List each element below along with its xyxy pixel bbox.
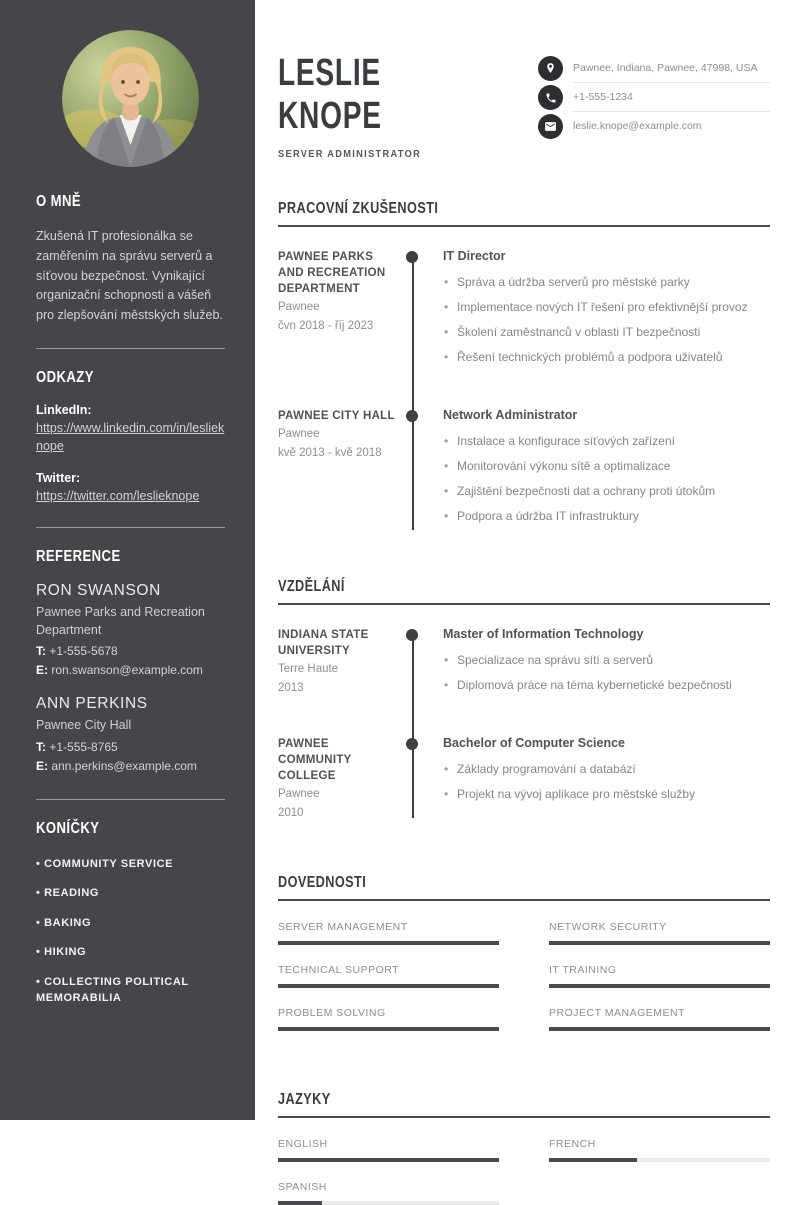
education-section (278, 578, 770, 822)
job-bullets (443, 434, 770, 523)
school-org-block (278, 627, 413, 703)
language-item (278, 1181, 499, 1205)
skill-bar (278, 984, 499, 988)
skills-section (278, 874, 770, 1031)
education-timeline (278, 627, 770, 822)
school-org-block (278, 736, 413, 822)
school-dates: 2013 (278, 681, 304, 694)
school-org: INDIANA STATE UNIVERSITY (278, 628, 369, 657)
job-bullet: • Řešení technických problémů a podpora uživatelů (443, 350, 770, 364)
hobby-item: • COLLECTING POLITICAL MEMORABILIA (36, 974, 225, 1007)
skill-bar (549, 941, 770, 945)
hobby-item: • BAKING (36, 915, 225, 932)
school-bullets (443, 653, 770, 692)
skill-label: TECHNICAL SUPPORT (278, 963, 400, 976)
skill-bar (278, 941, 499, 945)
school-bullets (443, 762, 770, 801)
school-detail-block (413, 627, 770, 703)
skill-bar-fill (278, 984, 499, 988)
profile-photo-image (62, 30, 199, 167)
job-bullet: • Implementace nových IT řešení pro efektivnější provoz (443, 300, 770, 314)
email-label: E: (36, 758, 48, 773)
timeline-dot (406, 738, 418, 750)
contact-location-text: Pawnee, Indiana, Pawnee, 47998, USA (573, 54, 770, 83)
contact-email-text: leslie.knope@example.com (573, 120, 702, 132)
job-dates: kvě 2013 - kvě 2018 (278, 446, 382, 459)
reference-name: ANN PERKINS (36, 695, 148, 713)
skill-bar (549, 1027, 770, 1031)
job-bullets (443, 275, 770, 364)
skill-item (549, 921, 770, 945)
contact-location-row (538, 54, 770, 83)
sidebar-divider (36, 348, 225, 349)
section-rule (278, 1116, 770, 1118)
reference-org: Pawnee Parks and Recreation Department (36, 605, 205, 638)
timeline-dot (406, 629, 418, 641)
person-name (278, 52, 398, 138)
language-bar-fill (278, 1158, 499, 1162)
reference-name: RON SWANSON (36, 582, 161, 600)
job-org-block (278, 408, 413, 534)
skill-label: IT TRAINING (549, 963, 617, 976)
skills-grid (278, 921, 770, 1031)
contact-phone-row (538, 83, 770, 112)
school-bullet: • Diplomová práce na téma kybernetické bezpečnosti (443, 678, 770, 692)
links-section (36, 369, 225, 505)
skill-item (278, 921, 499, 945)
school-entry (278, 627, 770, 703)
reference-email (36, 759, 225, 773)
twitter-link[interactable]: https://twitter.com/leslieknope (36, 489, 200, 503)
reference-phone (36, 740, 225, 754)
job-org-block (278, 249, 413, 375)
experience-section (278, 200, 770, 534)
experience-timeline (278, 249, 770, 534)
skill-bar-fill (549, 984, 770, 988)
section-rule (278, 225, 770, 227)
skill-bar (549, 984, 770, 988)
hobby-item: • READING (36, 885, 225, 902)
skill-label: PROBLEM SOLVING (278, 1006, 386, 1019)
contact-list (538, 54, 770, 140)
skill-bar-fill (549, 1027, 770, 1031)
contact-email-row (538, 112, 770, 140)
job-detail-block (413, 408, 770, 534)
school-org: PAWNEE COMMUNITY COLLEGE (278, 737, 352, 783)
linkedin-link[interactable]: https://www.linkedin.com/in/leslieknope (36, 420, 225, 453)
sidebar (0, 0, 255, 1120)
reference-item (36, 695, 225, 772)
job-role: IT Director (443, 248, 506, 263)
hobbies-section (36, 820, 225, 1007)
references-section (36, 548, 225, 772)
school-bullet: • Specializace na správu sítí a serverů (443, 653, 770, 667)
job-org: PAWNEE PARKS AND RECREATION DEPARTMENT (278, 250, 386, 296)
phone-value: +1-555-8765 (49, 739, 118, 754)
email-value: ron.swanson@example.com (51, 663, 203, 678)
timeline-dot (406, 410, 418, 422)
job-org: PAWNEE CITY HALL (278, 409, 395, 422)
language-label: ENGLISH (278, 1137, 328, 1150)
resume-main (255, 0, 794, 1193)
phone-label: T: (36, 644, 46, 659)
school-location: Terre Haute (278, 663, 339, 676)
about-section (36, 193, 225, 326)
timeline-dot (406, 251, 418, 263)
job-bullet: • Podpora a údržba IT infrastruktury (443, 509, 770, 523)
location-icon (538, 56, 563, 81)
languages-section (278, 1091, 770, 1205)
skill-label: SERVER MANAGEMENT (278, 920, 408, 933)
job-bullet: • Školení zaměstnanců v oblasti IT bezpečnosti (443, 325, 770, 339)
name-line2: KNOPE (278, 94, 382, 137)
job-bullet: • Monitorování výkonu sítě a optimalizace (443, 459, 770, 473)
school-bullet: • Základy programování a databází (443, 762, 770, 776)
name-block (278, 52, 441, 160)
job-detail-block (413, 249, 770, 375)
hobby-item: • HIKING (36, 944, 225, 961)
email-icon (538, 114, 563, 139)
skill-bar-fill (549, 941, 770, 945)
language-label: FRENCH (549, 1137, 596, 1150)
language-label: SPANISH (278, 1180, 327, 1193)
skill-label: NETWORK SECURITY (549, 920, 667, 933)
sidebar-divider (36, 799, 225, 800)
school-dates: 2010 (278, 806, 304, 819)
language-item (278, 1138, 499, 1162)
twitter-link-block (36, 471, 225, 505)
header (278, 52, 770, 160)
reference-phone (36, 644, 225, 658)
skill-item (549, 1007, 770, 1031)
person-job-title: SERVER ADMINISTRATOR (278, 147, 422, 160)
skill-bar-fill (278, 941, 499, 945)
skill-item (278, 1007, 499, 1031)
twitter-label: Twitter: (36, 471, 81, 485)
name-line1: LESLIE (278, 52, 381, 94)
job-role: Network Administrator (443, 407, 578, 422)
links-heading: ODKAZY (36, 368, 94, 386)
job-location: Pawnee (278, 427, 320, 440)
language-bar (278, 1158, 499, 1162)
language-bar (549, 1158, 770, 1162)
school-degree: Master of Information Technology (443, 626, 644, 641)
languages-heading: JAZYKY (278, 1090, 331, 1108)
hobby-list (36, 856, 225, 1007)
education-heading: VZDĚLÁNÍ (278, 577, 345, 595)
school-detail-block (413, 736, 770, 822)
email-label: E: (36, 663, 48, 678)
references-heading: REFERENCE (36, 548, 121, 566)
job-bullet: • Správa a údržba serverů pro městské parky (443, 275, 770, 289)
job-dates: čvn 2018 - říj 2023 (278, 319, 374, 332)
language-bar-fill (278, 1201, 322, 1205)
job-location: Pawnee (278, 301, 320, 314)
section-rule (278, 899, 770, 901)
hobbies-heading: KONÍČKY (36, 819, 100, 837)
email-value: ann.perkins@example.com (51, 758, 197, 773)
contact-phone-text: +1-555-1234 (573, 83, 770, 112)
section-rule (278, 603, 770, 605)
language-bar-fill (549, 1158, 637, 1162)
job-entry (278, 249, 770, 375)
experience-heading: PRACOVNÍ ZKUŠENOSTI (278, 199, 439, 217)
language-bar (278, 1201, 499, 1205)
hobby-item: • COMMUNITY SERVICE (36, 856, 225, 873)
school-degree: Bachelor of Computer Science (443, 735, 625, 750)
skill-item (549, 964, 770, 988)
sidebar-divider (36, 527, 225, 528)
reference-item (36, 582, 225, 677)
phone-value: +1-555-5678 (49, 644, 118, 659)
school-location: Pawnee (278, 788, 320, 801)
skills-heading: DOVEDNOSTI (278, 873, 367, 891)
school-entry (278, 736, 770, 822)
phone-icon (538, 85, 563, 110)
skill-item (278, 964, 499, 988)
job-bullet: • Instalace a konfigurace síťových zařízení (443, 434, 770, 448)
linkedin-link-block (36, 403, 225, 455)
job-bullet: • Zajištění bezpečnosti dat a ochrany proti útokům (443, 484, 770, 498)
job-entry (278, 408, 770, 534)
reference-org: Pawnee City Hall (36, 718, 132, 733)
school-bullet: • Projekt na vývoj aplikace pro městské služby (443, 787, 770, 801)
languages-grid (278, 1138, 770, 1205)
linkedin-label: LinkedIn: (36, 402, 92, 417)
about-heading: O MNĚ (36, 193, 82, 210)
skill-bar (278, 1027, 499, 1031)
about-text: Zkušená IT profesionálka se zaměřením na správu serverů a síťovou bezpečnost. Vynikající organizační schopnosti a vášeň pro zlepšování městských služeb. (36, 229, 223, 322)
phone-label: T: (36, 739, 46, 754)
profile-photo (62, 30, 199, 167)
skill-bar-fill (278, 1027, 499, 1031)
language-item (549, 1138, 770, 1162)
reference-email (36, 663, 225, 677)
skill-label: PROJECT MANAGEMENT (549, 1006, 685, 1019)
